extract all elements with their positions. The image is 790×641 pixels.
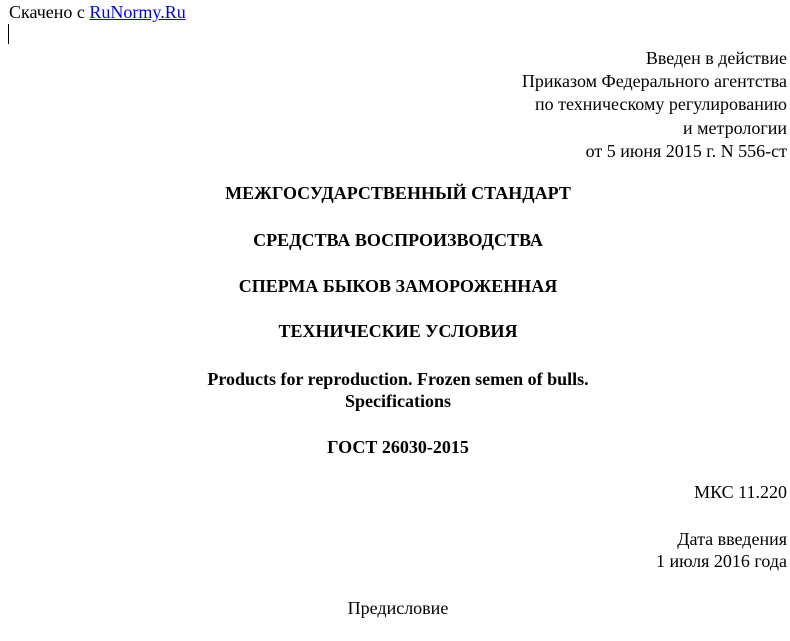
enactment-block <box>522 47 787 163</box>
enactment-line: от 5 июня 2015 г. N 556-ст <box>585 140 787 161</box>
standard-type-heading: МЕЖГОСУДАРСТВЕННЫЙ СТАНДАРТ <box>225 183 571 203</box>
english-title-line-1: Products for reproduction. Frozen semen of bulls. <box>207 369 589 389</box>
enactment-line: Приказом Федерального агентства <box>521 71 787 92</box>
foreword-heading: Предисловие <box>347 598 449 618</box>
source-link[interactable]: RuNormy.Ru <box>89 2 186 22</box>
english-title-line-2: Specifications <box>345 391 451 411</box>
enactment-line: Введен в действие <box>645 48 787 68</box>
standard-designation: ГОСТ 26030-2015 <box>327 437 469 457</box>
intro-date-label: Дата введения <box>677 529 787 549</box>
intro-date-value: 1 июля 2016 года <box>656 551 787 571</box>
title-line-1: СРЕДСТВА ВОСПРОИЗВОДСТВА <box>253 230 543 250</box>
enactment-line: и метрологии <box>683 117 787 138</box>
text-cursor <box>8 24 9 44</box>
mks-code: МКС 11.220 <box>694 482 787 502</box>
title-line-3: ТЕХНИЧЕСКИЕ УСЛОВИЯ <box>278 321 518 341</box>
source-line <box>9 2 186 22</box>
enactment-line: по техническому регулированию <box>534 94 787 115</box>
title-line-2: СПЕРМА БЫКОВ ЗАМОРОЖЕННАЯ <box>238 276 558 296</box>
source-prefix: Скачено с <box>9 2 85 22</box>
